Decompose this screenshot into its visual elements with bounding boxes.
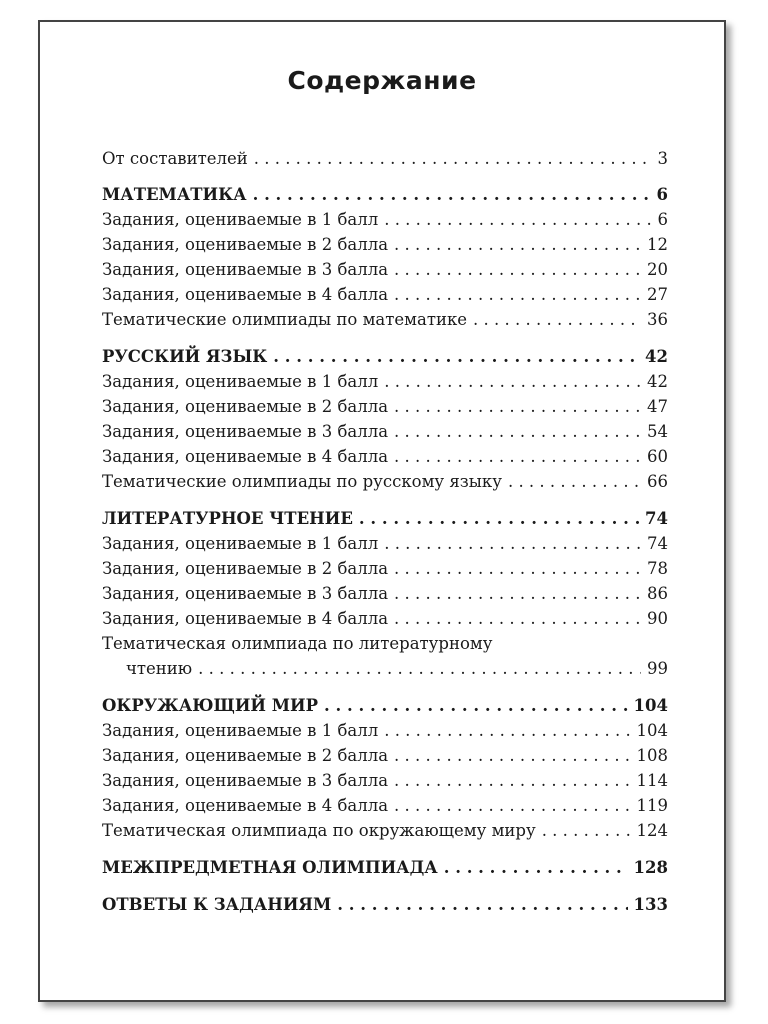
toc-entry-label: Задания, оцениваемые в 4 балла <box>102 609 389 628</box>
toc-entry-page: 124 <box>636 821 668 840</box>
toc-entry <box>102 419 668 444</box>
toc-entry-label: Тематическая олимпиада по окружающему миру <box>102 821 536 840</box>
toc-entry-label: Тематическая олимпиада по литературному <box>102 634 493 653</box>
toc-entry-label: Задания, оцениваемые в 2 балла <box>102 235 389 254</box>
toc-entry <box>102 232 668 257</box>
toc-section-page: 128 <box>633 858 668 877</box>
toc-entry <box>102 207 668 232</box>
toc-entry-page: 42 <box>647 372 668 391</box>
dot-leader <box>394 581 641 606</box>
toc-entry-label: Задания, оцениваемые в 1 балл <box>102 534 379 553</box>
dot-leader <box>384 369 641 394</box>
toc-entry <box>102 556 668 581</box>
dot-leader <box>394 257 641 282</box>
dot-leader <box>384 718 630 743</box>
toc-entry-label: От составителей <box>102 149 248 168</box>
dot-leader <box>384 531 641 556</box>
toc-entry-label: Задания, оцениваемые в 3 балла <box>102 422 389 441</box>
dot-leader <box>273 344 639 369</box>
toc-entry <box>102 793 668 818</box>
dot-leader <box>394 743 630 768</box>
toc-entry-label: Задания, оцениваемые в 4 балла <box>102 447 389 466</box>
dot-leader <box>394 232 641 257</box>
toc-entry-label: Тематические олимпиады по математике <box>102 310 468 329</box>
toc-entry-page: 60 <box>647 447 668 466</box>
page-title: Содержание <box>287 66 477 95</box>
toc-entry-page: 20 <box>647 260 668 279</box>
toc-section-interdisciplinary <box>102 855 668 880</box>
toc-entry-page: 104 <box>636 721 668 740</box>
toc-entry <box>102 718 668 743</box>
toc-entry-label: Задания, оцениваемые в 4 балла <box>102 285 389 304</box>
toc-section-russian <box>102 344 668 369</box>
toc-section-math <box>102 182 668 207</box>
toc-entry-page: 36 <box>647 310 668 329</box>
toc-entry-label: Задания, оцениваемые в 2 балла <box>102 559 389 578</box>
document-page <box>38 20 726 1002</box>
toc-section-label: МЕЖПРЕДМЕТНАЯ ОЛИМПИАДА <box>102 858 438 877</box>
toc-entry-label: Задания, оцениваемые в 3 балла <box>102 260 389 279</box>
dot-leader <box>198 656 641 681</box>
toc-section-page: 104 <box>633 696 668 715</box>
toc-entry-page: 119 <box>636 796 668 815</box>
toc-entry-olympiad-line2 <box>102 656 668 681</box>
dot-leader <box>394 793 630 818</box>
toc-entry-page: 27 <box>647 285 668 304</box>
toc-entry-page: 12 <box>647 235 668 254</box>
toc-entry <box>102 257 668 282</box>
toc-entry-label: Задания, оцениваемые в 1 балл <box>102 372 379 391</box>
dot-leader <box>394 606 641 631</box>
toc-entry <box>102 282 668 307</box>
toc-entry-intro <box>102 146 668 171</box>
toc-entry-label: Задания, оцениваемые в 4 балла <box>102 796 389 815</box>
dot-leader <box>394 444 641 469</box>
dot-leader <box>394 556 641 581</box>
dot-leader <box>324 693 628 718</box>
dot-leader <box>394 282 641 307</box>
toc-entry <box>102 307 668 332</box>
toc-entry-page: 78 <box>647 559 668 578</box>
toc-entry-label-continued: чтению <box>126 659 193 678</box>
toc-section-page: 42 <box>645 347 668 366</box>
toc-entry-page: 99 <box>647 659 668 678</box>
toc-section-label: ЛИТЕРАТУРНОЕ ЧТЕНИЕ <box>102 509 353 528</box>
toc-entry-page: 108 <box>636 746 668 765</box>
toc-section-label: ОКРУЖАЮЩИЙ МИР <box>102 696 319 715</box>
toc-entry <box>102 581 668 606</box>
toc-entry-olympiad-line1 <box>102 631 668 656</box>
toc-section-label: РУССКИЙ ЯЗЫК <box>102 347 268 366</box>
toc-entry-label: Задания, оцениваемые в 1 балл <box>102 210 379 229</box>
toc-entry-label: Задания, оцениваемые в 1 балл <box>102 721 379 740</box>
toc-entry-label: Задания, оцениваемые в 3 балла <box>102 771 389 790</box>
dot-leader <box>384 207 651 232</box>
dot-leader <box>508 469 641 494</box>
toc-entry-label: Задания, оцениваемые в 2 балла <box>102 397 389 416</box>
toc-entry <box>102 606 668 631</box>
toc-entry-label: Задания, оцениваемые в 2 балла <box>102 746 389 765</box>
dot-leader <box>253 182 651 207</box>
toc-entry-page: 86 <box>647 584 668 603</box>
toc-entry <box>102 818 668 843</box>
toc-section-world <box>102 693 668 718</box>
toc-entry <box>102 469 668 494</box>
toc-entry-page: 114 <box>636 771 668 790</box>
toc-entry <box>102 369 668 394</box>
toc-entry-page: 66 <box>647 472 668 491</box>
toc-section-label: МАТЕМАТИКА <box>102 185 247 204</box>
toc-entry-label: Тематические олимпиады по русскому языку <box>102 472 502 491</box>
dot-leader <box>359 506 639 531</box>
toc-section-answers <box>102 892 668 917</box>
dot-leader <box>337 892 627 917</box>
toc-section-page: 133 <box>633 895 668 914</box>
toc-entry-page: 74 <box>647 534 668 553</box>
toc-section-page: 6 <box>656 185 668 204</box>
toc-entry <box>102 768 668 793</box>
toc-entry-page: 47 <box>647 397 668 416</box>
toc-entry-page: 6 <box>657 210 668 229</box>
dot-leader <box>542 818 631 843</box>
toc-entry-page: 54 <box>647 422 668 441</box>
table-of-contents <box>102 146 668 917</box>
dot-leader <box>254 146 652 171</box>
toc-entry-page: 90 <box>647 609 668 628</box>
dot-leader <box>473 307 641 332</box>
toc-entry <box>102 743 668 768</box>
dot-leader <box>444 855 628 880</box>
toc-entry <box>102 531 668 556</box>
dot-leader <box>394 768 630 793</box>
toc-entry <box>102 444 668 469</box>
toc-entry-page: 3 <box>657 149 668 168</box>
dot-leader <box>394 419 641 444</box>
toc-section-reading <box>102 506 668 531</box>
dot-leader <box>394 394 641 419</box>
toc-entry-label: Задания, оцениваемые в 3 балла <box>102 584 389 603</box>
toc-section-label: ОТВЕТЫ К ЗАДАНИЯМ <box>102 895 332 914</box>
toc-entry <box>102 394 668 419</box>
toc-section-page: 74 <box>645 509 668 528</box>
